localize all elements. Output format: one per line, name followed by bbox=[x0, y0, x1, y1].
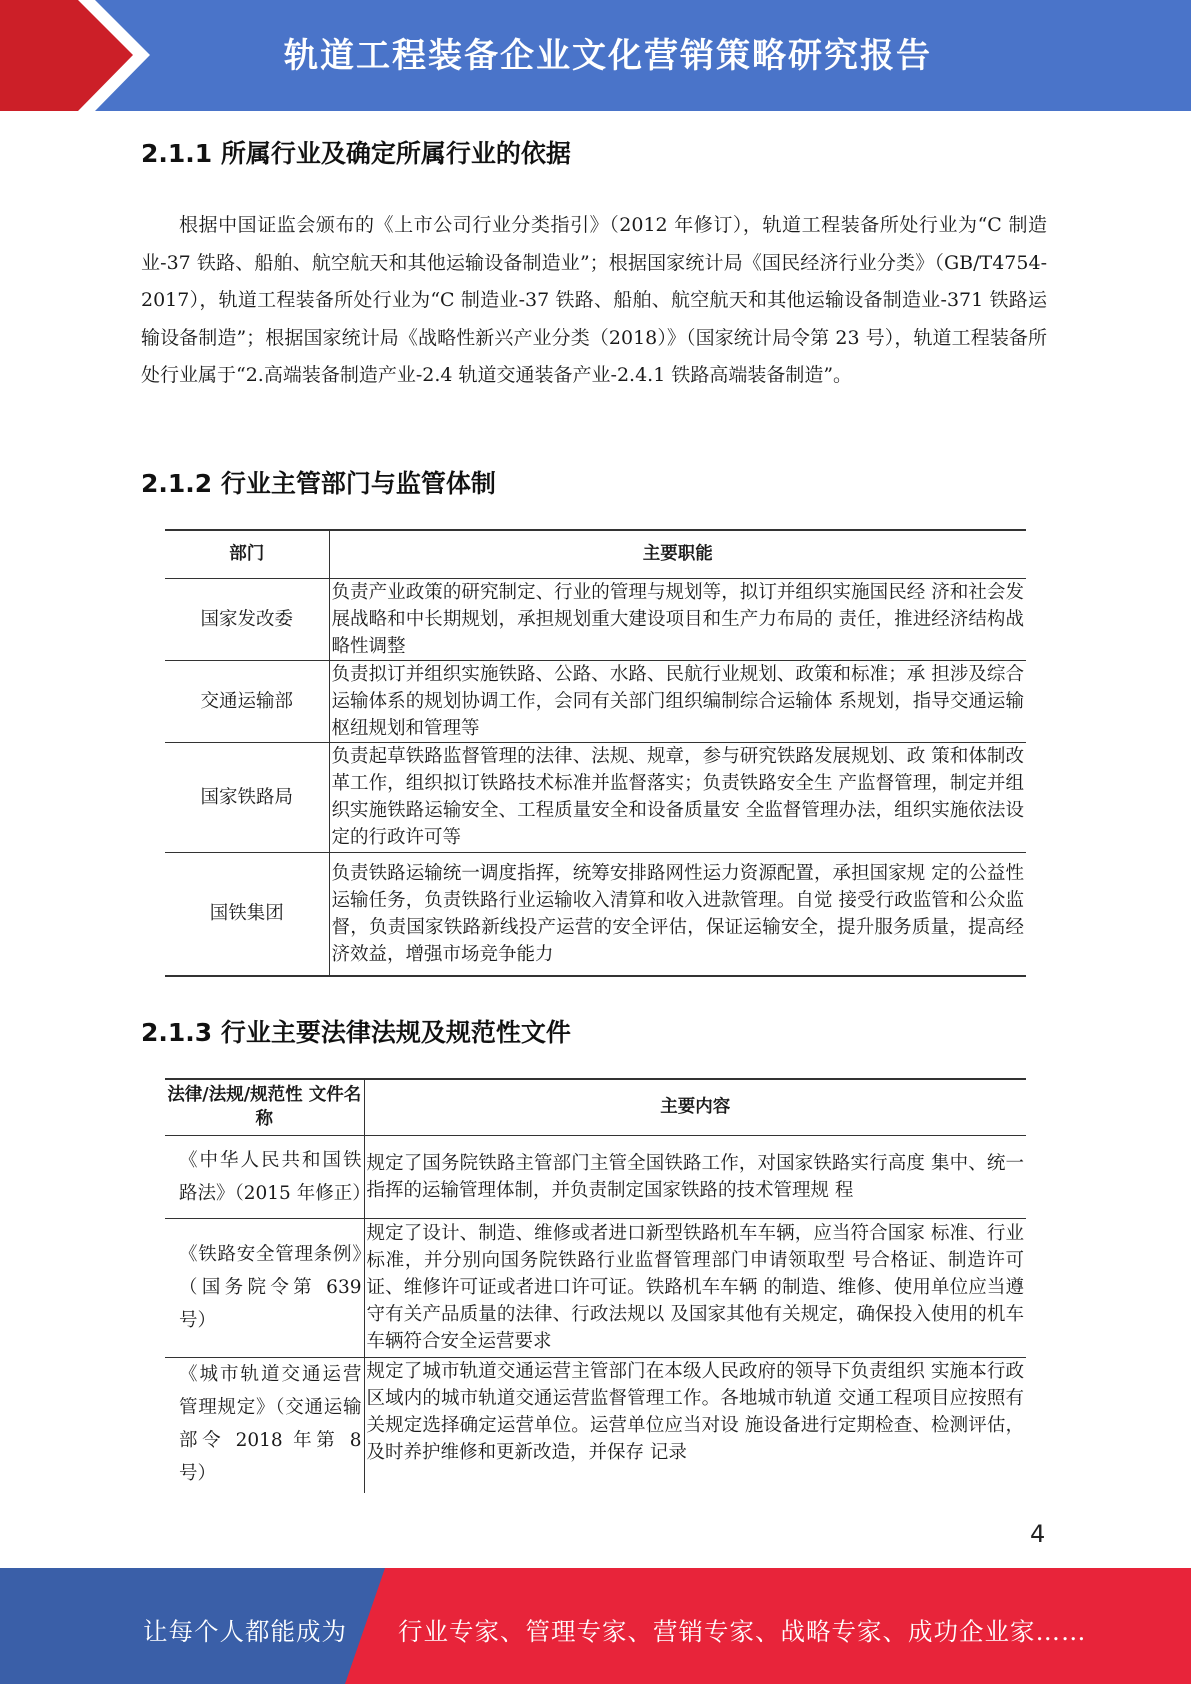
table-header-row bbox=[165, 530, 1026, 578]
dept-cell: 国铁集团 bbox=[165, 852, 329, 976]
duty-cell: 负责起草铁路监督管理的法律、法规、规章，参与研究铁路发展规划、政 策和体制改革工作，组织拟订铁路技术标准并监督落实；负责铁路安全生 产监督管理，制定并组织实施铁路运输安全、工程质量安全和设备质量安 全监督管理办法，组织实施依法设定的行政许可等 bbox=[331, 746, 1024, 848]
dept-cell: 国家铁路局 bbox=[165, 742, 329, 852]
col-header-content: 主要内容 bbox=[660, 1096, 731, 1117]
section-heading-2-1-3: 2.1.3 行业主要法律法规及规范性文件 bbox=[141, 1018, 571, 1047]
regulation-name-cell: 《城市轨道交通运营管理规定》（交通运输部令 2018 年第 8 号） bbox=[165, 1357, 364, 1493]
page-header bbox=[0, 0, 1191, 111]
table-row bbox=[165, 742, 1026, 852]
table-row bbox=[165, 578, 1026, 660]
regulation-content-cell: 规定了设计、制造、维修或者进口新型铁路机车车辆，应当符合国家 标准、行业标准，并分别向国务院铁路行业监督管理部门申请领取型 号合格证、制造许可证、维修许可证或者进口许可证。铁路机车车辆 的制造、维修、使用单位应当遵守有关产品质量的法律、行政法规以 及国家其他有关规定，确保投入使用的机车车辆符合安全运营要求 bbox=[366, 1223, 1024, 1352]
section-heading-2-1-2: 2.1.2 行业主管部门与监管体制 bbox=[141, 469, 496, 498]
footer-slogan-left: 让每个人都能成为 bbox=[143, 1617, 347, 1646]
page-number: 4 bbox=[1030, 1520, 1046, 1548]
table-row bbox=[165, 1218, 1026, 1357]
duty-cell: 负责产业政策的研究制定、行业的管理与规划等，拟订并组织实施国民经 济和社会发展战略和中长期规划，承担规划重大建设项目和生产力布局的 责任，推进经济结构战略性调整 bbox=[331, 581, 1024, 657]
dept-cell: 国家发改委 bbox=[165, 578, 329, 660]
table-row bbox=[165, 852, 1026, 976]
table-header-row bbox=[165, 1079, 1026, 1135]
regulation-name-cell: 《中华人民共和国铁路法》（2015 年修正） bbox=[165, 1135, 364, 1218]
regulation-content-cell: 规定了国务院铁路主管部门主管全国铁路工作，对国家铁路实行高度 集中、统一指挥的运输管理体制，并负责制定国家铁路的技术管理规 程 bbox=[366, 1152, 1024, 1201]
col-header-name: 法律/法规/规范性 文件名称 bbox=[165, 1079, 364, 1135]
industry-paragraph: 根据中国证监会颁布的《上市公司行业分类指引》（2012 年修订），轨道工程装备所处行业为“C 制造业-37 铁路、船舶、航空航天和其他运输设备制造业”；根据国家统计局《国民经济行业分类》（GB/T4754-2017），轨道工程装备所处行业为“C 制造业-37 铁路、船舶、航空航天和其他运输设备制造业-371 铁路运输设备制造”；根据国家统计局《战略性新兴产业分类（2018）》（国家统计局令第 23 号），轨道工程装备所处行业属于“2.高端装备制造产业-2.4 轨道交通装备产业-2.4.1 铁路高端装备制造”。 bbox=[141, 214, 1047, 386]
page-footer bbox=[0, 1568, 1191, 1684]
duty-cell: 负责拟订并组织实施铁路、公路、水路、民航行业规划、政策和标准；承 担涉及综合运输体系的规划协调工作，会同有关部门组织编制综合运输体 系规划，指导交通运输枢纽规划和管理等 bbox=[331, 663, 1024, 739]
regulation-table bbox=[165, 1078, 1026, 1493]
footer-slogan-right: 行业专家、管理专家、营销专家、战略专家、成功企业家…… bbox=[398, 1617, 1087, 1646]
table-row bbox=[165, 660, 1026, 742]
regulation-content-cell: 规定了城市轨道交通运营主管部门在本级人民政府的领导下负责组织 实施本行政区域内的城市轨道交通运营监督管理工作。各地城市轨道 交通工程项目应按照有关规定选择确定运营单位。运营单位应当对设 施设备进行定期检查、检测评估，及时养护维修和更新改造，并保存 记录 bbox=[366, 1360, 1024, 1463]
report-title: 轨道工程装备企业文化营销策略研究报告 bbox=[284, 36, 932, 76]
col-header-duty: 主要职能 bbox=[642, 543, 713, 564]
col-header-dept: 部门 bbox=[165, 530, 329, 578]
table-row bbox=[165, 1135, 1026, 1218]
regulator-table bbox=[165, 529, 1026, 977]
section-heading-2-1-1: 2.1.1 所属行业及确定所属行业的依据 bbox=[141, 139, 571, 168]
dept-cell: 交通运输部 bbox=[165, 660, 329, 742]
table-row bbox=[165, 1357, 1026, 1493]
regulation-name-cell: 《铁路安全管理条例》（国务院令第 639 号） bbox=[165, 1218, 364, 1357]
duty-cell: 负责铁路运输统一调度指挥，统筹安排路网性运力资源配置，承担国家规 定的公益性运输任务，负责铁路行业运输收入清算和收入进款管理。自觉 接受行政监管和公众监督，负责国家铁路新线投产运营的安全评估，保证运输安全，提升服务质量，提高经济效益，增强市场竞争能力 bbox=[331, 862, 1024, 965]
